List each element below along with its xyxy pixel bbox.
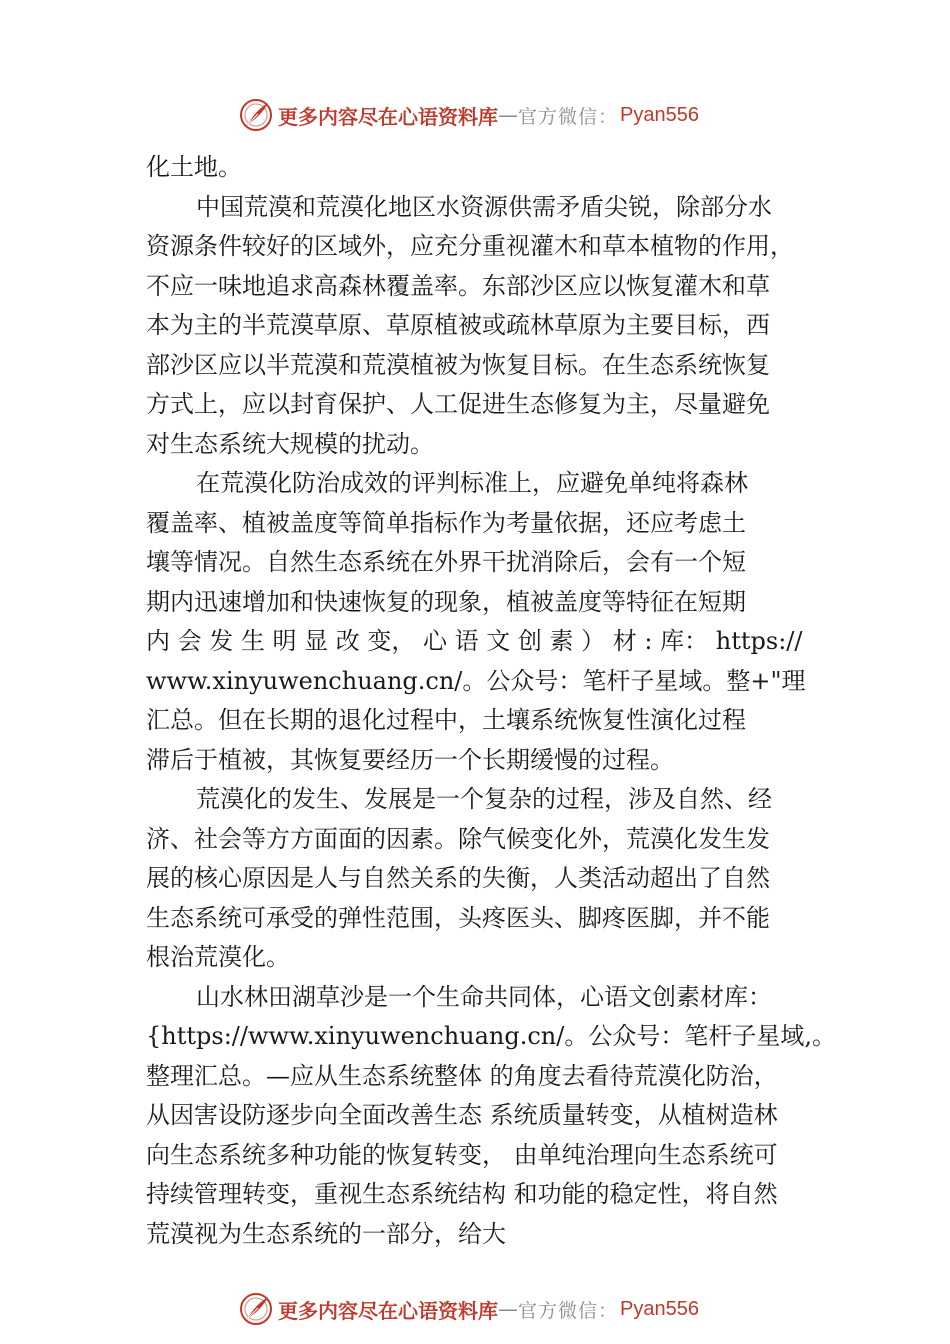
document-body bbox=[146, 148, 836, 1254]
text-line: 部沙区应以半荒漠和荒漠植被为恢复目标。在生态系统恢复 bbox=[146, 350, 770, 379]
text-line: 济、社会等方方面面的因素。除气候变化外，荒漠化发生发 bbox=[146, 824, 770, 853]
footer-banner-title: 更多内容尽在心语资料库 bbox=[278, 1298, 498, 1323]
text-line: 荒漠视为生态系统的一部分，给大 bbox=[146, 1219, 506, 1248]
text-line: 壤等情况。自然生态系统在外界干扰消除后，会有一个短 bbox=[146, 548, 746, 576]
text-line: 汇总。但在长期的退化过程中，土壤系统恢复性演化过程 bbox=[146, 706, 746, 734]
paragraph-start-line: 在荒漠化防治成效的评判标准上，应避免单纯将森林 bbox=[196, 469, 748, 497]
text-line: {https://www.xinyuwenchuang.cn/。公众号：笔杆子星域,。 bbox=[146, 1022, 836, 1050]
text-line: 本为主的半荒漠草原、草原植被或疏林草原为主要目标，西 bbox=[146, 311, 770, 339]
text-line: 不应一味地追求高森林覆盖率。东部沙区应以恢复灌木和草 bbox=[146, 271, 770, 300]
quill-logo-icon bbox=[238, 97, 274, 133]
header-banner-dash: — bbox=[498, 103, 518, 127]
paragraph-start-line: 荒漠化的发生、发展是一个复杂的过程，涉及自然、经 bbox=[196, 785, 772, 813]
text-line: 向生态系统多种功能的恢复转变， 由单纯治理向生态系统可 bbox=[146, 1140, 778, 1169]
text-line: 资源条件较好的区域外，应充分重视灌木和草本植物的作用， bbox=[146, 232, 794, 260]
text-line: 滞后于植被，其恢复要经历一个长期缓慢的过程。 bbox=[146, 745, 674, 774]
text-line: 期内迅速增加和快速恢复的现象，植被盖度等特征在短期 bbox=[146, 587, 746, 616]
header-banner bbox=[238, 95, 699, 135]
text-line: 根治荒漠化。 bbox=[146, 943, 290, 971]
text-line: 覆盖率、植被盖度等简单指标作为考量依据，还应考虑土 bbox=[146, 508, 746, 537]
footer-banner bbox=[238, 1289, 699, 1329]
footer-banner-wechat-id: Pyan556 bbox=[620, 1297, 699, 1320]
text-line: 生态系统可承受的弹性范围，头疼医头、脚疼医脚，并不能 bbox=[146, 903, 770, 932]
paragraph-start-line: 中国荒漠和荒漠化地区水资源供需矛盾尖锐，除部分水 bbox=[196, 192, 772, 221]
text-line: www.xinyuwenchuang.cn/。公众号：笔杆子星域。整+"理 bbox=[146, 666, 806, 695]
quill-logo-icon bbox=[238, 1291, 274, 1327]
footer-banner-wechat-label: 官方微信： bbox=[518, 1299, 619, 1322]
text-line: 化土地。 bbox=[146, 153, 242, 181]
text-line: 方式上，应以封育保护、人工促进生态修复为主，尽量避免 bbox=[146, 390, 770, 418]
text-line: 持续管理转变，重视生态系统结构 和功能的稳定性，将自然 bbox=[146, 1180, 778, 1208]
header-banner-wechat-label: 官方微信： bbox=[518, 105, 619, 128]
paragraph-start-line: 山水林田湖草沙是一个生命共同体，心语文创素材库： bbox=[196, 982, 772, 1011]
footer-banner-dash: — bbox=[498, 1297, 518, 1321]
header-banner-wechat-id: Pyan556 bbox=[620, 103, 699, 126]
header-banner-title: 更多内容尽在心语资料库 bbox=[278, 104, 498, 129]
text-line: 内 会 发 生 明 显 改 变， 心 语 文 创 素 ） 材 : 库： https:// bbox=[146, 627, 803, 655]
text-line: 整理汇总。—应从生态系统整体 的角度去看待荒漠化防治， bbox=[146, 1061, 778, 1090]
text-line: 从因害设防逐步向全面改善生态 系统质量转变，从植树造林 bbox=[146, 1101, 778, 1129]
text-line: 对生态系统大规模的扰动。 bbox=[146, 429, 434, 458]
text-line: 展的核心原因是人与自然关系的失衡，人类活动超出了自然 bbox=[146, 864, 770, 892]
